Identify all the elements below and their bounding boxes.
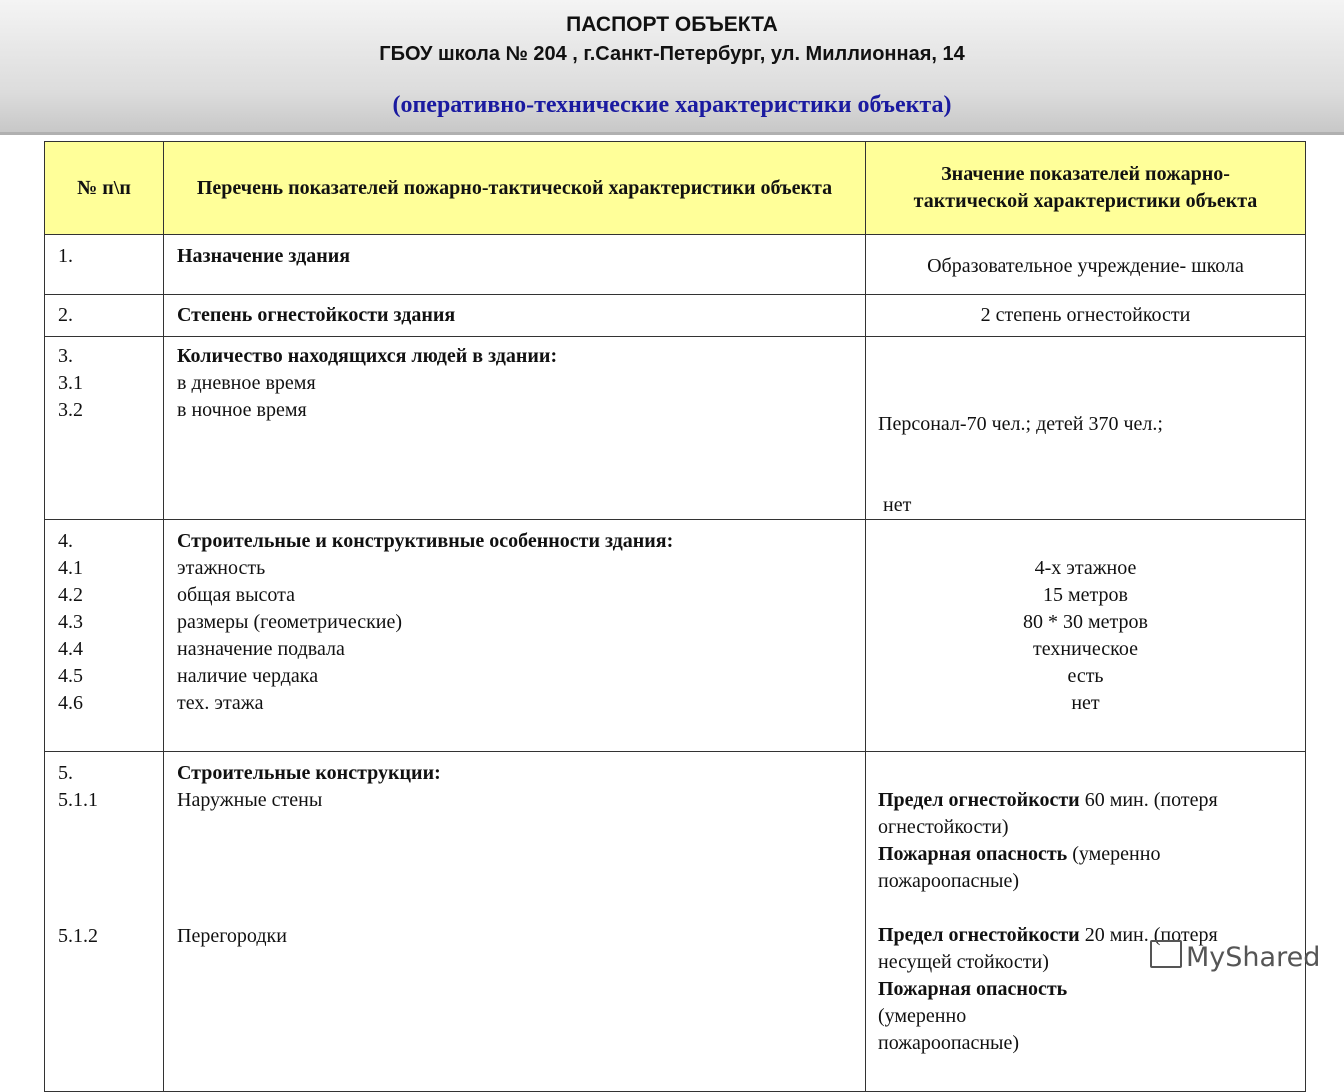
value-bold: Пожарная опасность — [878, 978, 1068, 1000]
value-line: Персонал-70 чел.; детей 370 чел.; — [878, 413, 1163, 435]
row-label: Степень огнестойкости здания — [164, 295, 866, 337]
number-line: 4.1 — [58, 557, 83, 579]
passport-table — [44, 141, 1306, 1092]
label-heading: Количество находящихся людей в здании: — [177, 345, 558, 367]
label-line: назначение подвала — [177, 638, 345, 660]
column-header-indicator: Перечень показателей пожарно-тактической характеристики объекта — [164, 142, 866, 235]
table-row — [45, 295, 1306, 337]
value-text: 60 мин. (потеря огнестойкости) — [878, 789, 1218, 838]
table-row — [45, 752, 1306, 1092]
row-label — [164, 520, 866, 752]
value-line: 80 * 30 метров — [1023, 611, 1148, 633]
value-line: 4-х этажное — [1034, 557, 1137, 579]
row-value — [866, 520, 1306, 752]
row-number: 1. — [45, 235, 164, 295]
row-label — [164, 337, 866, 520]
column-header-value: Значение показателей пожарно-тактической характеристики объекта — [866, 142, 1306, 235]
page-title: ПАСПОРТ ОБЪЕКТА — [566, 13, 778, 36]
page-note: (оперативно-технические характеристики объекта) — [392, 92, 952, 118]
slide-header — [0, 0, 1344, 135]
row-label — [164, 752, 866, 1092]
label-line: тех. этажа — [177, 692, 264, 714]
value-line: техническое — [1033, 638, 1138, 660]
row-value: Образовательное учреждение- школа — [866, 235, 1306, 295]
label-line: в дневное время — [177, 372, 316, 394]
number-line: 5.1.2 — [58, 925, 98, 947]
page-subtitle: ГБОУ школа № 204 , г.Санкт-Петербург, ул. Миллионная, 14 — [379, 43, 965, 65]
table-header-row — [45, 142, 1306, 235]
number-line: 4.4 — [58, 638, 83, 660]
row-value: 2 степень огнестойкости — [866, 295, 1306, 337]
value-bold: Пожарная опасность — [878, 843, 1068, 865]
value-line — [878, 976, 1265, 1003]
label-line: Наружные стены — [177, 789, 323, 811]
label-line: наличие чердака — [177, 665, 319, 687]
row-number — [45, 752, 164, 1092]
value-line: (умеренно — [878, 1005, 967, 1027]
number-line: 4.6 — [58, 692, 83, 714]
label-heading: Строительные конструкции: — [177, 762, 441, 784]
value-bold: Предел огнестойкости — [878, 924, 1080, 946]
number-line: 3. — [58, 345, 73, 367]
table-row — [45, 235, 1306, 295]
value-bold: Предел огнестойкости — [878, 789, 1080, 811]
label-line: размеры (геометрические) — [177, 611, 403, 633]
value-text: 20 мин. (потеря несущей стойкости) — [878, 924, 1218, 973]
label-line: этажность — [177, 557, 266, 579]
value-line: пожароопасные) — [878, 1032, 1020, 1054]
label-heading: Строительные и конструктивные особенности здания: — [177, 530, 674, 552]
label-line: в ночное время — [177, 399, 307, 421]
watermark — [1150, 940, 1320, 973]
presentation-icon — [1150, 940, 1182, 968]
column-header-number: № п\п — [45, 142, 164, 235]
value-line — [878, 841, 1265, 895]
row-value — [866, 752, 1306, 1092]
label-line: общая высота — [177, 584, 296, 606]
number-line: 4.2 — [58, 584, 83, 606]
row-label: Назначение здания — [164, 235, 866, 295]
value-text: (умеренно пожароопасные) — [878, 843, 1161, 892]
value-line — [878, 787, 1265, 841]
number-line: 4.5 — [58, 665, 83, 687]
table-row — [45, 337, 1306, 520]
number-line: 4. — [58, 530, 73, 552]
label-line: Перегородки — [177, 925, 287, 947]
value-line: нет — [878, 494, 912, 516]
row-number: 2. — [45, 295, 164, 337]
number-line: 3.1 — [58, 372, 83, 394]
number-line: 4.3 — [58, 611, 83, 633]
value-line: 15 метров — [1043, 584, 1128, 606]
row-value — [866, 337, 1306, 520]
number-line: 5. — [58, 762, 73, 784]
value-line: нет — [1071, 692, 1100, 714]
row-number — [45, 520, 164, 752]
value-line: есть — [1067, 665, 1104, 687]
table-row — [45, 520, 1306, 752]
watermark-text: MyShared — [1186, 942, 1321, 973]
number-line: 3.2 — [58, 399, 83, 421]
number-line: 5.1.1 — [58, 789, 98, 811]
row-number — [45, 337, 164, 520]
